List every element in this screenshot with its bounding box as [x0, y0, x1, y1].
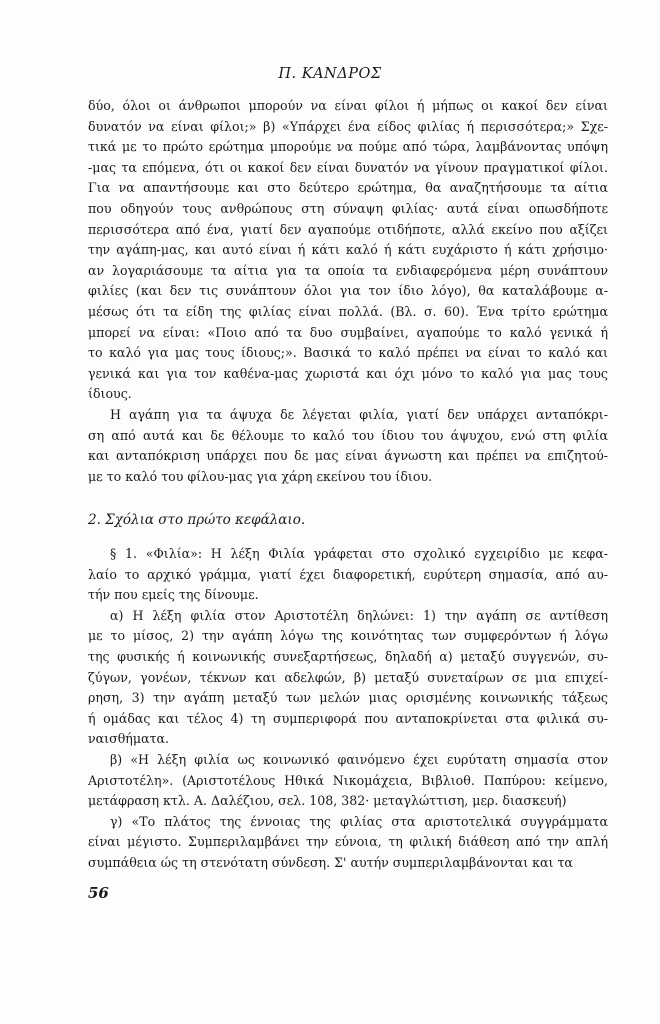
- text-line: συμπάθεια ώς τη στενότατη σύνδεση. Σ' αυτήν συμπεριλαμβάνονται και τα: [88, 854, 573, 870]
- text-line: το καλό για μας τους ίδιους;». Βασικά το καλό πρέπει να είναι το καλό και: [88, 345, 608, 361]
- text-line: με το καλό του φίλου-μας για χάρη εκείνου του ίδιου.: [88, 468, 433, 484]
- text-line: § 1. «Φιλία»: Η λέξη Φιλία γράφεται στο σχολικό εγχειρίδιο με κεφα-: [110, 546, 608, 561]
- text-line: τικά με το πρώτο ερώτημα μπορούμε να πούμε από τώρα, λαμβάνοντας υπόψη: [88, 139, 608, 155]
- text-line: ναισθήματα.: [88, 731, 169, 747]
- text-line: που οδηγούν τους ανθρώπους στη σύναψη φιλίας· αυτά είναι οπωσδήποτε: [88, 200, 608, 216]
- text-line: λαίο το αρχικό γράμμα, γιατί έχει διαφορετική, ευρύτερη σημασία, από αυ-: [88, 566, 608, 582]
- text-line: γενικά και για τον καθένα-μας χωριστά και όχι μόνο το καλό για μας τους: [88, 365, 608, 381]
- text-line: δυνατόν να είναι φίλοι;» β) «Υπάρχει ένα είδος φιλίας ή περισσότερα;» Σχε-: [88, 118, 608, 134]
- text-line: β) «Η λέξη φιλία ως κοινωνικό φαινόμενο έχει ευρύτατη σημασία στον: [110, 751, 608, 767]
- text-line: μπορεί να είναι: «Ποιο από τα δυο συμβαίνει, αγαπούμε το καλό γενικά ή: [88, 324, 608, 340]
- text-line: ίδιους.: [88, 386, 132, 402]
- text-line: ζύγων, γονέων, τέκνων και αδελφών, β) μεταξύ συνεταίρων σε μια επιχεί-: [88, 669, 608, 685]
- text-line: Η αγάπη για τα άψυχα δε λέγεται φιλία, γιατί δεν υπάρχει ανταπόκρι-: [110, 406, 608, 422]
- section1-text: [88, 96, 608, 487]
- text-line: ή ομάδας και τέλος 4) τη συμπεριφορά που ανταποκρίνεται στα φιλικά συ-: [88, 710, 608, 726]
- text-line: περισσότερα από ένα, γιατί δεν αγαπούμε οτιδήποτε, αλλά εκείνο που αξίζει: [88, 221, 608, 237]
- text-line: -μας τα επόμενα, ότι οι κακοί δεν είναι δυνατόν να γίνουν πραγματικοί φίλοι.: [88, 159, 608, 175]
- text-line: Για να απαντήσουμε και στο δεύτερο ερώτημα, θα αναζητήσουμε τα αίτια: [88, 180, 608, 196]
- section2-text: [88, 544, 608, 874]
- text-line: γ) «Το πλάτος της έννοιας της φιλίας στα αριστοτελικά συγγράμματα: [110, 813, 608, 829]
- text-line: αν λογαριάσουμε τα αίτια για τα οποία τα ενδιαφερόμενα μέρη συνάπτουν: [88, 262, 608, 278]
- running-head: Π. ΚΑΝΔΡΟΣ: [278, 66, 382, 82]
- text-line: μέσως ότι τα είδη της φιλίας είναι πολλά. (Βλ. σ. 60). Ένα τρίτο ερώτημα: [88, 303, 608, 319]
- text-line: φιλίες (και δεν τις συνάπτουν όλοι για τον ίδιο λόγο), θα καταλάβουμε α-: [88, 283, 608, 299]
- text-line: μετάφραση κτλ. Α. Δαλέζιου, σελ. 108, 382· μεταγλώττιση, μερ. διασκευή): [88, 793, 567, 809]
- text-line: της φυσικής ή κοινωνικής συνεξαρτήσεως, δηλαδή α) μεταξύ συγγενών, συ-: [88, 648, 608, 664]
- text-line: την αγάπη-μας, και αυτό είναι ή κάτι καλό ή κάτι ευχάριστο ή κάτι χρήσιμο·: [88, 242, 608, 258]
- text-line: ρηση, 3) την αγάπη μεταξύ των μελών μιας ορισμένης κοινωνικής τάξεως: [88, 690, 608, 706]
- text-line: τήν που εμείς της δίνουμε.: [88, 587, 259, 603]
- text-line: δύο, όλοι οι άνθρωποι μπορούν να είναι φίλοι ή μήπως οι κακοί δεν είναι: [88, 98, 608, 113]
- text-line: με το μίσος, 2) την αγάπη λόγω της κοινότητας των συμφερόντων ή λόγω: [88, 628, 608, 644]
- section-heading: 2. Σχόλια στο πρώτο κεφάλαιο.: [88, 512, 306, 528]
- text-line: είναι μέγιστο. Συμπεριλαμβάνει την εύνοια, τη φιλική διάθεση από την απλή: [88, 834, 608, 850]
- text-line: Αριστοτέλη». (Αριστοτέλους Ηθικά Νικομάχεια, Βιβλιοθ. Παπύρου: κείμενο,: [88, 772, 608, 788]
- page-number: 56: [88, 884, 109, 902]
- text-line: ση από αυτά και δε θέλουμε το καλό του ίδιου του άψυχου, ενώ στη φιλία: [88, 427, 608, 443]
- text-line: α) Η λέξη φιλία στον Αριστοτέλη δηλώνει: 1) την αγάπη σε αντίθεση: [110, 607, 608, 623]
- text-line: και ανταπόκριση υπάρχει που δε μας είναι άγνωστη και πρέπει να επιζητού-: [88, 448, 608, 464]
